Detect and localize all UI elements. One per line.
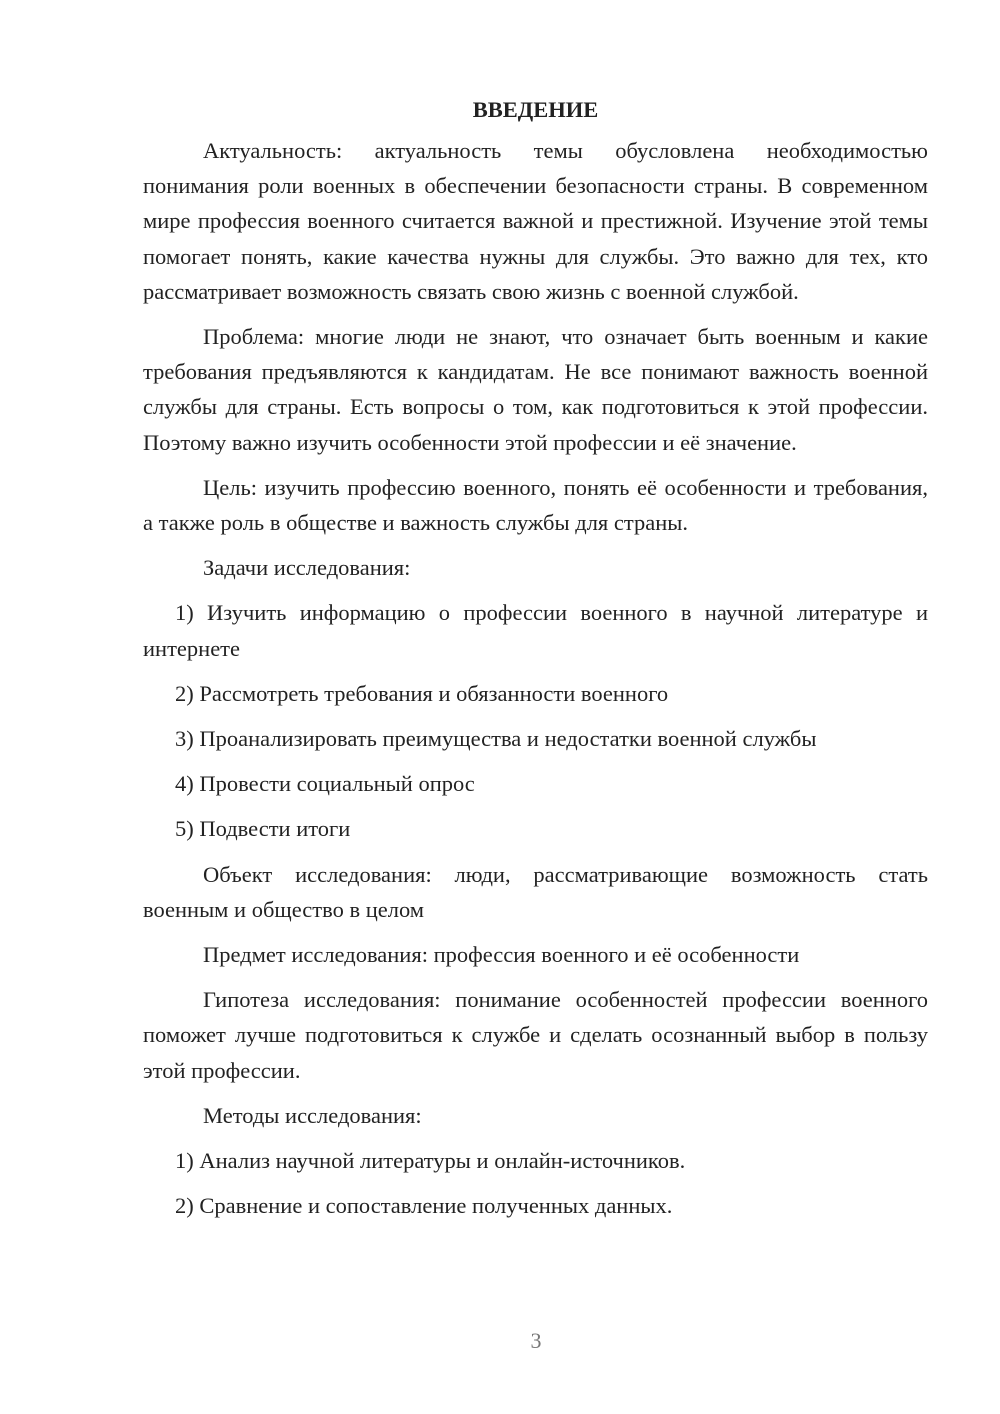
goal-paragraph: Цель: изучить профессию военного, понять её особенности и требования, а также роль в обществе и важность службы для страны.	[143, 474, 928, 536]
task-item: 3) Проанализировать преимущества и недостатки военной службы	[175, 726, 817, 752]
method-item: 2) Сравнение и сопоставление полученных данных.	[175, 1193, 673, 1219]
task-item: 2) Рассмотреть требования и обязанности военного	[175, 680, 669, 706]
object-paragraph: Объект исследования: люди, рассматривающие возможность стать военным и общество в целом	[143, 861, 928, 922]
task-item: 5) Подвести итоги	[175, 816, 351, 842]
methods-heading: Методы исследования:	[203, 1102, 422, 1128]
subject-paragraph: Предмет исследования: профессия военного и её особенности	[203, 942, 800, 968]
page-content	[143, 92, 928, 1233]
tasks-heading: Задачи исследования:	[203, 555, 411, 581]
section-title: ВВЕДЕНИЕ	[472, 97, 599, 122]
task-item: 1) Изучить информацию о профессии военного в научной литературе и интернете	[143, 600, 928, 661]
relevance-paragraph: Актуальность: актуальность темы обусловлена необходимостью понимания роли военных в обеспечении безопасности страны. В современном мире профессия военного считается важной и престижной. Изучение этой темы помогает понять, какие качества нужны для службы. Это важно для тех, кто рассматривает возможность связать свою жизнь с военной службой.	[143, 138, 928, 304]
page-number: 3	[530, 1328, 542, 1353]
problem-paragraph: Проблема: многие люди не знают, что означает быть военным и какие требования предъявляются к кандидатам. Не все понимают важность военной службы для страны. Есть вопросы о том, как подготовиться к этой профессии. Поэтому важно изучить особенности этой профессии и её значение.	[143, 324, 928, 455]
task-item: 4) Провести социальный опрос	[175, 771, 475, 797]
hypothesis-paragraph: Гипотеза исследования: понимание особенностей профессии военного поможет лучше подготовиться к службе и сделать осознанный выбор в пользу этой профессии.	[143, 987, 928, 1083]
method-item: 1) Анализ научной литературы и онлайн-источников.	[175, 1148, 686, 1174]
